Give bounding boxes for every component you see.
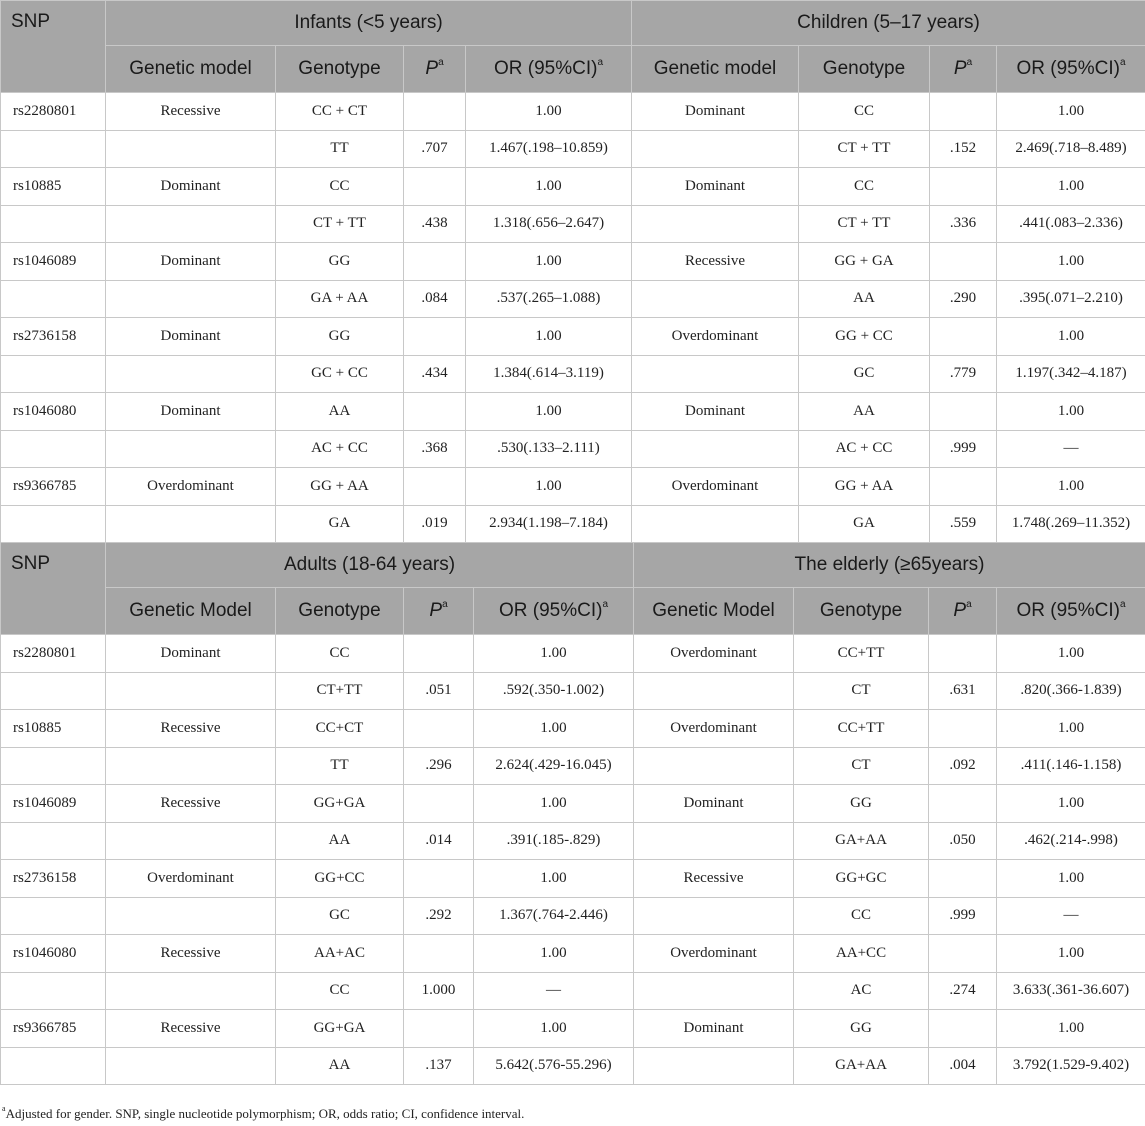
table-cell: .779 (930, 355, 997, 393)
p-header: $P^a$ (404, 46, 466, 93)
table-row (1, 318, 1145, 356)
snp-cell: rs9366785 (1, 468, 106, 506)
table-cell: CC (276, 168, 404, 206)
table-cell: TT (276, 747, 404, 785)
table-cell: .050 (929, 822, 997, 860)
table-cell: CT + TT (276, 205, 404, 243)
table-cell: .537(.265–1.088) (466, 280, 632, 318)
genotype-header: Genotype (276, 46, 404, 93)
genetic-model-header: Genetic model (106, 46, 276, 93)
table-cell (106, 130, 276, 168)
table-cell (106, 205, 276, 243)
table-cell (404, 468, 466, 506)
table-cell: 1.00 (466, 243, 632, 281)
table-row (1, 972, 1145, 1010)
table-cell (404, 168, 466, 206)
table-cell: .336 (930, 205, 997, 243)
table-cell: 1.00 (474, 635, 634, 673)
table-cell (634, 822, 794, 860)
table-cell (930, 468, 997, 506)
table-cell: GA+AA (794, 1047, 929, 1085)
table-cell: Recessive (106, 1010, 276, 1048)
table-cell: .290 (930, 280, 997, 318)
table-cell: GG+GC (794, 860, 929, 898)
table-cell: .137 (404, 1047, 474, 1085)
table-cell: GG (794, 1010, 929, 1048)
table-cell: GA+AA (794, 822, 929, 860)
table-cell: 1.00 (997, 635, 1145, 673)
table-cell: Dominant (106, 168, 276, 206)
snp-cell: rs1046080 (1, 935, 106, 973)
table-cell: GG (276, 243, 404, 281)
table-cell (929, 1010, 997, 1048)
table-cell: CT (794, 672, 929, 710)
table-cell (106, 672, 276, 710)
table-cell (930, 168, 997, 206)
table-cell (106, 430, 276, 468)
table-cell (632, 430, 799, 468)
table-cell: GG + AA (276, 468, 404, 506)
table-cell: .019 (404, 505, 466, 543)
table-cell: 1.00 (474, 860, 634, 898)
table-row (1, 710, 1145, 748)
table-cell (929, 635, 997, 673)
table-cell: — (997, 897, 1145, 935)
table-cell: AC (794, 972, 929, 1010)
table-cell: AA (276, 822, 404, 860)
table-cell: 1.00 (466, 468, 632, 506)
table-cell: AA (799, 393, 930, 431)
table-cell: GG (794, 785, 929, 823)
table-cell: GG + AA (799, 468, 930, 506)
table-cell: .395(.071–2.210) (997, 280, 1145, 318)
table-cell (930, 243, 997, 281)
table-cell: 1.467(.198–10.859) (466, 130, 632, 168)
table-cell (106, 897, 276, 935)
table-cell (929, 710, 997, 748)
table-cell: .391(.185-.829) (474, 822, 634, 860)
genotype-header: Genotype (276, 588, 404, 635)
table-cell (106, 822, 276, 860)
table-row (1, 897, 1145, 935)
p-header: $P^a$ (404, 588, 474, 635)
table-cell: .368 (404, 430, 466, 468)
table-cell: CC + CT (276, 93, 404, 131)
table-row (1, 635, 1145, 673)
table-cell: 2.934(1.198–7.184) (466, 505, 632, 543)
snp-header: SNP (1, 1, 106, 93)
table-cell: Recessive (106, 710, 276, 748)
table-cell (634, 1047, 794, 1085)
snp-cell: rs2736158 (1, 318, 106, 356)
table-cell: 1.00 (474, 785, 634, 823)
table-cell: 1.00 (466, 393, 632, 431)
table-infants-children (0, 0, 1145, 543)
table-cell: AA (276, 393, 404, 431)
table-cell: 1.00 (997, 168, 1145, 206)
table-cell (106, 280, 276, 318)
snp-cell: rs1046089 (1, 785, 106, 823)
table-cell (106, 747, 276, 785)
table-cell: CC+CT (276, 710, 404, 748)
table-cell (106, 972, 276, 1010)
table-cell: AA+CC (794, 935, 929, 973)
table-cell: .051 (404, 672, 474, 710)
snp-cell: rs2736158 (1, 860, 106, 898)
table-cell (930, 93, 997, 131)
table-cell (634, 747, 794, 785)
table-row (1, 505, 1145, 543)
table-cell: Recessive (632, 243, 799, 281)
snp-cell (1, 280, 106, 318)
p-header: $P^a$ (929, 588, 997, 635)
table-cell: GG+CC (276, 860, 404, 898)
table-cell: 1.00 (474, 935, 634, 973)
table-cell: CC+TT (794, 710, 929, 748)
table-cell: 1.00 (997, 1010, 1145, 1048)
snp-cell (1, 205, 106, 243)
table-cell: .631 (929, 672, 997, 710)
table-cell (929, 785, 997, 823)
table-cell: .296 (404, 747, 474, 785)
table-row (1, 130, 1145, 168)
table-cell: Overdominant (632, 318, 799, 356)
table-cell: .004 (929, 1047, 997, 1085)
table-cell (106, 505, 276, 543)
table-cell (632, 505, 799, 543)
table-cell: 2.469(.718–8.489) (997, 130, 1145, 168)
table-cell: .530(.133–2.111) (466, 430, 632, 468)
table-cell: GG + CC (799, 318, 930, 356)
or-header: OR $(95\%CI)^a$ (474, 588, 634, 635)
table-cell: CC (799, 168, 930, 206)
table-cell: AC + CC (276, 430, 404, 468)
table-cell: Dominant (634, 785, 794, 823)
table-cell: Recessive (106, 93, 276, 131)
table-cell: Dominant (632, 168, 799, 206)
table-cell: Recessive (634, 860, 794, 898)
table-row (1, 205, 1145, 243)
table-cell (930, 393, 997, 431)
table-cell: Dominant (106, 393, 276, 431)
genetic-model-header: Genetic Model (634, 588, 794, 635)
table-row (1, 468, 1145, 506)
table-cell: TT (276, 130, 404, 168)
table-cell: 1.00 (997, 318, 1145, 356)
or-header: OR $(95\%CI)^a$ (997, 588, 1145, 635)
table-row (1, 243, 1145, 281)
table-cell: Overdominant (106, 860, 276, 898)
snp-cell: rs1046080 (1, 393, 106, 431)
table-cell: Overdominant (106, 468, 276, 506)
table-cell (404, 243, 466, 281)
table-cell (404, 1010, 474, 1048)
table-cell: 3.792(1.529-9.402) (997, 1047, 1145, 1085)
table-cell: 1.00 (474, 710, 634, 748)
table-cell: .820(.366-1.839) (997, 672, 1145, 710)
table-cell: GA (799, 505, 930, 543)
table-cell: 1.367(.764-2.446) (474, 897, 634, 935)
table-cell: 2.624(.429-16.045) (474, 747, 634, 785)
table-cell (404, 710, 474, 748)
table-cell: 1.00 (997, 393, 1145, 431)
table-cell: CC (794, 897, 929, 935)
snp-cell: rs2280801 (1, 635, 106, 673)
table-cell: AA+AC (276, 935, 404, 973)
table-cell (404, 935, 474, 973)
table-cell (632, 355, 799, 393)
table-row (1, 168, 1145, 206)
table-cell: CC (276, 635, 404, 673)
table-row (1, 672, 1145, 710)
table-cell: 1.00 (997, 93, 1145, 131)
table-cell (634, 972, 794, 1010)
table-cell: GG + GA (799, 243, 930, 281)
table-cell: 1.00 (997, 785, 1145, 823)
table-cell: Recessive (106, 785, 276, 823)
table-cell: Dominant (634, 1010, 794, 1048)
table-cell: Overdominant (634, 710, 794, 748)
group-header-infants: Infants (<5 years) (106, 1, 632, 46)
snp-cell: rs10885 (1, 168, 106, 206)
table-cell (929, 860, 997, 898)
table-cell (632, 130, 799, 168)
table-cell: .592(.350-1.002) (474, 672, 634, 710)
table-cell: 1.318(.656–2.647) (466, 205, 632, 243)
table-cell: CT + TT (799, 205, 930, 243)
snp-cell (1, 897, 106, 935)
snp-cell: rs1046089 (1, 243, 106, 281)
table-cell: GG (276, 318, 404, 356)
table-cell: GC (276, 897, 404, 935)
group-header-children: Children (5–17 years) (632, 1, 1145, 46)
snp-cell (1, 747, 106, 785)
snp-cell (1, 505, 106, 543)
table-cell: 1.00 (997, 860, 1145, 898)
table-cell: .999 (930, 430, 997, 468)
table-row (1, 393, 1145, 431)
table-cell: 1.000 (404, 972, 474, 1010)
group-header-elderly: The elderly (≥65years) (634, 543, 1145, 588)
table-cell: .462(.214-.998) (997, 822, 1145, 860)
table-cell: 3.633(.361-36.607) (997, 972, 1145, 1010)
table-cell: .152 (930, 130, 997, 168)
table-cell (634, 897, 794, 935)
table-cell: .411(.146-1.158) (997, 747, 1145, 785)
snp-cell: rs2280801 (1, 93, 106, 131)
table-cell (106, 355, 276, 393)
table-cell: Dominant (106, 635, 276, 673)
table-cell: Overdominant (634, 635, 794, 673)
p-header: $P^a$ (930, 46, 997, 93)
table-cell (929, 935, 997, 973)
table-cell: 1.00 (997, 468, 1145, 506)
snp-cell (1, 672, 106, 710)
table-cell: 1.00 (466, 318, 632, 356)
table-cell: GA + AA (276, 280, 404, 318)
or-header: OR $(95\%CI)^a$ (466, 46, 632, 93)
table-cell: Dominant (632, 393, 799, 431)
table-cell: 1.384(.614–3.119) (466, 355, 632, 393)
table-adults-elderly (0, 542, 1145, 1085)
table-cell: 1.00 (997, 243, 1145, 281)
table-cell: AC + CC (799, 430, 930, 468)
or-header: OR $(95\%CI)^a$ (997, 46, 1145, 93)
table-cell (404, 393, 466, 431)
snp-cell (1, 430, 106, 468)
table-cell: .092 (929, 747, 997, 785)
table-row (1, 935, 1145, 973)
table-cell: 1.00 (997, 710, 1145, 748)
table-cell: CT + TT (799, 130, 930, 168)
snp-cell: rs10885 (1, 710, 106, 748)
genetic-model-header: Genetic Model (106, 588, 276, 635)
table-cell: .707 (404, 130, 466, 168)
table-cell: .559 (930, 505, 997, 543)
table-cell: .014 (404, 822, 474, 860)
table-footnote: $^a$Adjusted for gender. SNP, single nucleotide polymorphism; OR, odds ratio; CI, confidence interval. (2, 1103, 525, 1121)
snp-cell (1, 130, 106, 168)
table-cell (632, 280, 799, 318)
table-cell: 1.00 (997, 935, 1145, 973)
table-row (1, 1047, 1145, 1085)
table-cell: 1.748(.269–11.352) (997, 505, 1145, 543)
table-cell: .999 (929, 897, 997, 935)
table-cell: Recessive (106, 935, 276, 973)
table-row (1, 860, 1145, 898)
table-row (1, 785, 1145, 823)
table-row (1, 280, 1145, 318)
table-cell: Overdominant (632, 468, 799, 506)
table-row (1, 747, 1145, 785)
table-cell (404, 860, 474, 898)
table-cell: .434 (404, 355, 466, 393)
table-cell (106, 1047, 276, 1085)
table-cell: CT+TT (276, 672, 404, 710)
table-cell: Dominant (106, 318, 276, 356)
table-cell: — (997, 430, 1145, 468)
snp-cell (1, 355, 106, 393)
table-row (1, 822, 1145, 860)
table-cell: GA (276, 505, 404, 543)
genotype-header: Genotype (794, 588, 929, 635)
table-cell: .274 (929, 972, 997, 1010)
table-cell (404, 635, 474, 673)
snp-cell (1, 1047, 106, 1085)
table-cell: 5.642(.576-55.296) (474, 1047, 634, 1085)
table-cell: GC (799, 355, 930, 393)
table-cell (404, 93, 466, 131)
table-cell (634, 672, 794, 710)
table-cell: CT (794, 747, 929, 785)
table-cell: GG+GA (276, 1010, 404, 1048)
table-cell (632, 205, 799, 243)
table-cell: CC+TT (794, 635, 929, 673)
table-cell: .438 (404, 205, 466, 243)
table-cell: CC (799, 93, 930, 131)
table-cell: 1.00 (474, 1010, 634, 1048)
group-header-adults: Adults (18-64 years) (106, 543, 634, 588)
table-cell: AA (799, 280, 930, 318)
table-cell: CC (276, 972, 404, 1010)
snp-header: SNP (1, 543, 106, 635)
table-cell: GG+GA (276, 785, 404, 823)
table-cell: AA (276, 1047, 404, 1085)
table-row (1, 1010, 1145, 1048)
table-row (1, 430, 1145, 468)
table-cell: .084 (404, 280, 466, 318)
table-cell: Overdominant (634, 935, 794, 973)
table-cell (404, 318, 466, 356)
table-row (1, 355, 1145, 393)
table-cell: — (474, 972, 634, 1010)
genetic-model-header: Genetic model (632, 46, 799, 93)
snp-cell: rs9366785 (1, 1010, 106, 1048)
table-cell: .441(.083–2.336) (997, 205, 1145, 243)
snp-cell (1, 822, 106, 860)
table-cell (930, 318, 997, 356)
table-cell: 1.197(.342–4.187) (997, 355, 1145, 393)
table-cell: Dominant (106, 243, 276, 281)
table-cell: Dominant (632, 93, 799, 131)
table-cell: .292 (404, 897, 474, 935)
snp-cell (1, 972, 106, 1010)
genotype-header: Genotype (799, 46, 930, 93)
table-cell: 1.00 (466, 168, 632, 206)
table-cell: GC + CC (276, 355, 404, 393)
table-cell (404, 785, 474, 823)
table-row (1, 93, 1145, 131)
table-cell: 1.00 (466, 93, 632, 131)
